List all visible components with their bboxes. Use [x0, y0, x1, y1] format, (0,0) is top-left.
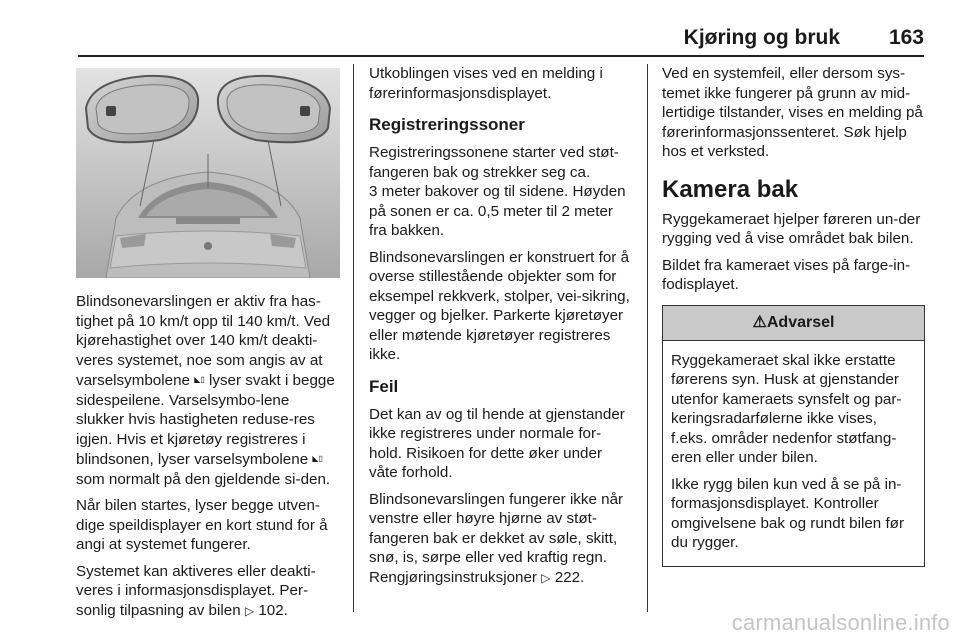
page-reference-link[interactable]: 102. [258, 601, 288, 619]
paragraph: Utkoblingen vises ved en melding i førerinformasjonsdisplayet. [369, 65, 603, 102]
paragraph: Ikke rygg bilen kun ved å se på in-formasjonsdisplayet. Kontroller omgivelsene bak og rundt bilen før du rygger. [671, 475, 905, 551]
warning-box [662, 305, 925, 567]
section-heading: Registreringssoner [369, 115, 525, 134]
warning-title: Advarsel [766, 313, 835, 331]
paragraph: Bildet fra kameraet vises på farge-in-fodisplayet. [662, 256, 911, 293]
text-run: Registreringssonene starter ved støt-fangeren bak og strekker seg ca. [369, 144, 619, 181]
text-run: 3 meter bakover og til sidene. Høyden på sonen er ca. 0,5 meter til 2 meter fra bakken. [369, 183, 626, 239]
paragraph [76, 292, 340, 489]
warning-triangle-icon: ⚠ [752, 313, 767, 331]
column-3 [662, 64, 925, 567]
text-run: Blindsonevarslingen fungerer ikke når venstre eller høyre hjørne av støt-fangeren bak er dekket av søle, skitt, snø, is, sørpe eller ved kraftig regn. Rengjøringsinstruksjoner [369, 490, 624, 586]
section-title: Kamera bak [662, 175, 799, 203]
page-header [0, 0, 960, 60]
text-run: Blindsonevarslingen er aktiv fra has-tighet på 10 km/t opp til 140 km/t. Ved kjørehastighet over 140 km/t deakti-veres systemet, noe som angis av at varselsymbolene [76, 293, 331, 389]
header-rule [78, 55, 924, 57]
paragraph: Ryggekameraet hjelper føreren un-der rygging ved å vise området bak bilen. [662, 210, 921, 247]
paragraph: Når bilen startes, lyser begge utven-dige speildisplayer en kort stund for å angi at systemet fungerer. [76, 497, 328, 553]
section-heading: Feil [369, 376, 399, 396]
text-run: som normalt på den gjeldende si-den. [76, 470, 331, 488]
chapter-title: Kjøring og bruk [683, 26, 840, 49]
side-blind-zone-alert-icon: ◣▯ [312, 454, 323, 463]
paragraph: Ved en systemfeil, eller dersom sys-temet ikke fungerer på grunn av mid-lertidige tilstander, vises en melding på førerinformasjonssenteret. Søk hjelp hos et verksted. [662, 65, 923, 160]
warning-header [663, 306, 924, 341]
column-2 [369, 64, 634, 595]
text-run: lyser svakt i begge sidespeilene. Varselsymbo-lene slukker hvis hastigheten reduse-res igjen. Hvis et kjøretøy registreres i blindsonen, lyser varselsymbolene [76, 372, 335, 468]
column-divider [647, 64, 648, 612]
paragraph: Det kan av og til hende at gjenstander ikke registreres under normale for-hold. Risikoen for dette øker under våte forhold. [369, 405, 625, 481]
column-1 [76, 64, 340, 628]
paragraph: Blindsonevarslingen er konstruert for å overse stillestående objekter som for eksempel rekkverk, stolper, vei-sikring, vegger og bjelker. Parkerte kjøretøyer eller møtende kjøretøyer registreres ikke. [369, 248, 630, 363]
page-reference-link[interactable]: 222. [554, 568, 585, 586]
paragraph: Ryggekameraet skal ikke erstatte førerens syn. Husk at gjenstander utenfor kameraets synsfelt og par-keringsradarfølerne ikke vises, f.eks. områder nedenfor støtfang-eren eller under bilen. [671, 351, 902, 466]
side-blind-zone-alert-icon: ◣▯ [194, 375, 205, 384]
watermark: carmanualsonline.info [731, 610, 950, 635]
mirror-illustration [76, 68, 340, 278]
text-run: Systemet kan aktiveres eller deakti-veres i informasjonsdisplayet. Per-sonlig tilpasning av bilen [76, 562, 316, 619]
paragraph [369, 143, 634, 241]
arrow-right-icon: ▷ [244, 603, 255, 618]
warning-body [663, 341, 924, 566]
paragraph [76, 562, 340, 622]
page-number: 163 [888, 26, 924, 49]
column-divider [353, 64, 354, 612]
paragraph [369, 490, 634, 589]
arrow-right-icon: ▷ [541, 570, 551, 585]
